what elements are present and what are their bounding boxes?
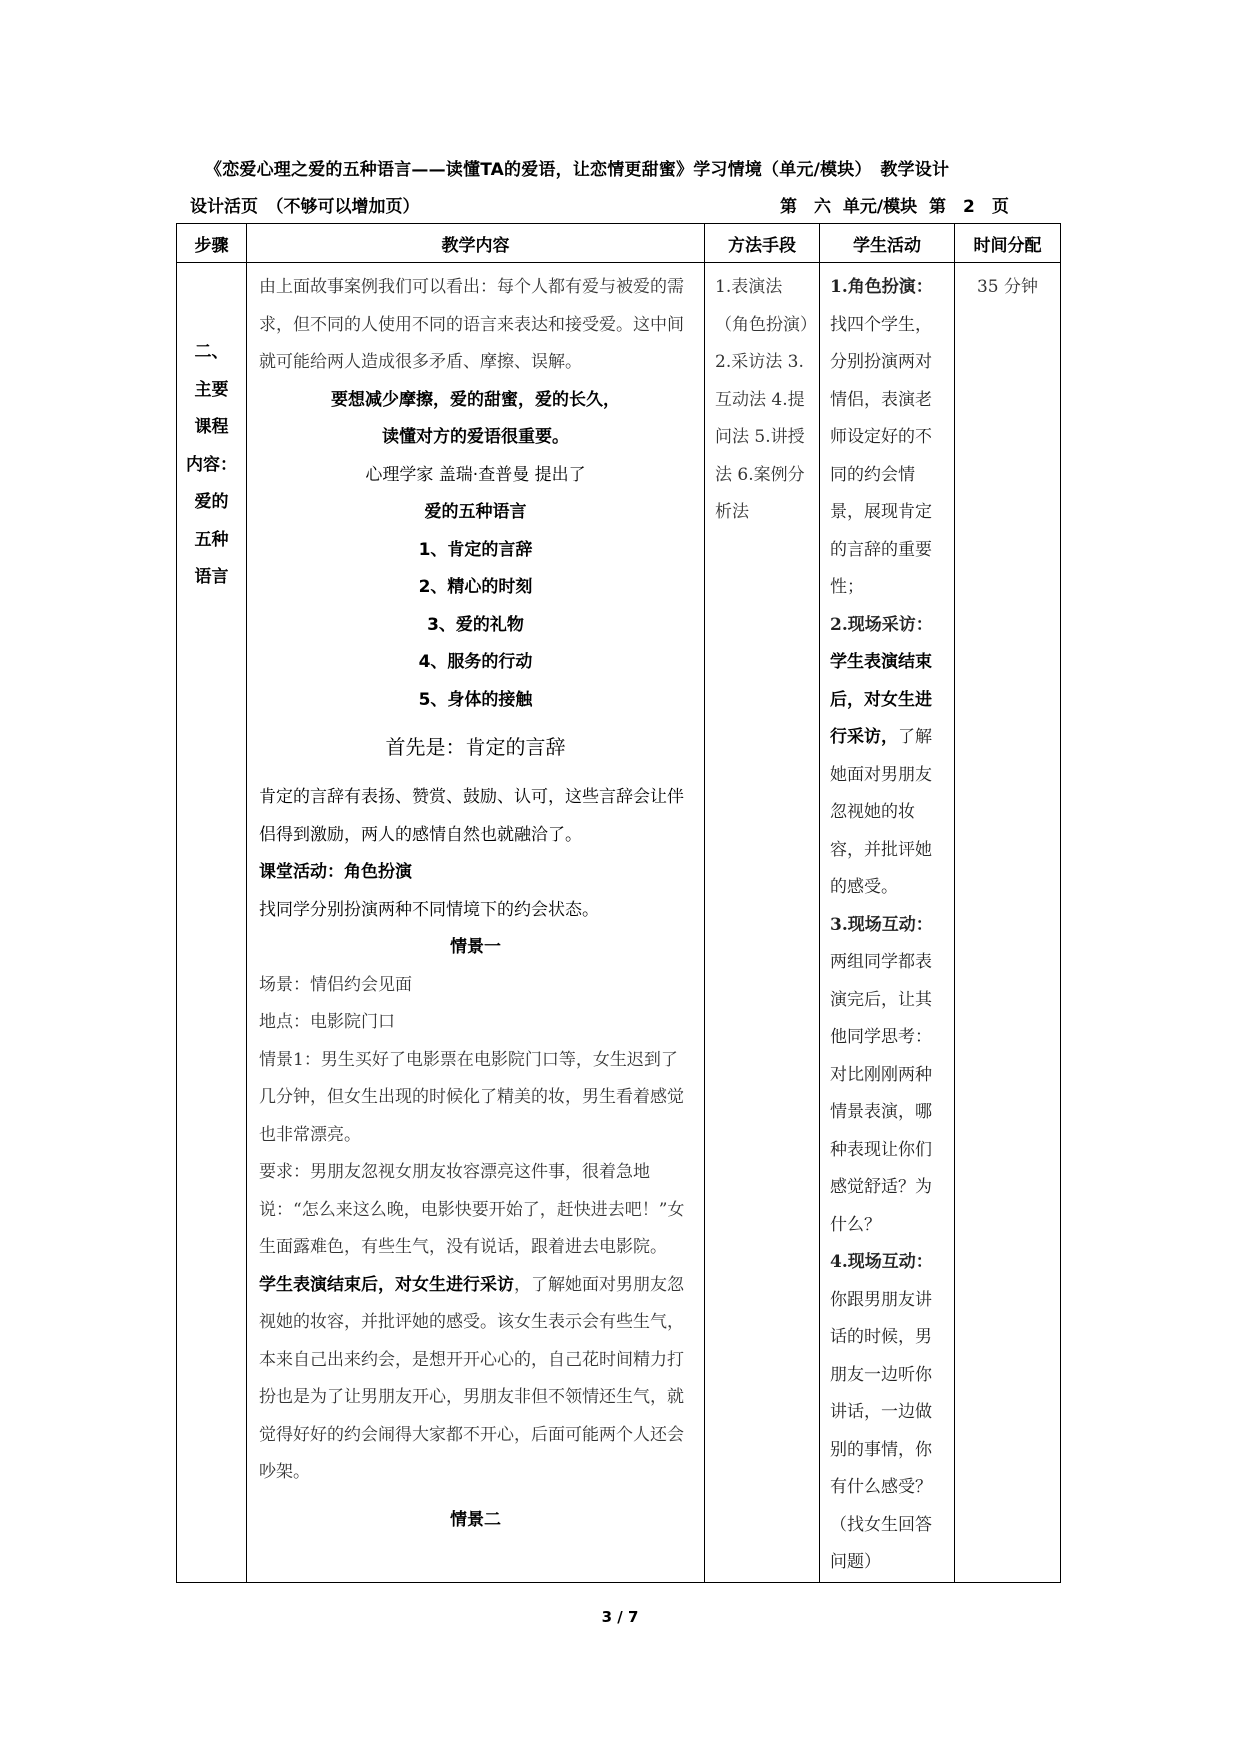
table-row bbox=[177, 263, 1061, 1583]
step-label-line: 课程 bbox=[194, 417, 229, 437]
document-title: 《恋爱心理之爱的五种语言——读懂TA的爱语，让恋情更甜蜜》学习情境（单元/模块） 教学设计 bbox=[205, 160, 950, 180]
column-header-activities: 学生活动 bbox=[820, 224, 955, 263]
subtitle-left: 设计活页 （不够可以增加页） bbox=[190, 197, 420, 217]
methods-cell: 1.表演法（角色扮演）2.采访法 3.互动法 4.提问法 5.讲授法 6.案例分析法 bbox=[705, 263, 820, 1583]
lesson-table bbox=[176, 223, 1061, 1583]
activity-instruction: 找同学分别扮演两种不同情境下的约会状态。 bbox=[259, 899, 599, 920]
activity-title: 2.现场采访： bbox=[830, 614, 933, 635]
interview-bold: 学生表演结束后，对女生进行采访 bbox=[259, 1274, 514, 1295]
activities-cell bbox=[820, 263, 955, 1583]
interview-text: ，了解她面对男朋友忽视她的妆容，并批评她的感受。该女生表示会有些生气，本来自己出来约会，是想开开心心的，自己花时间精力打扮也是为了让男朋友开心，男朋友非但不领情还生气，就觉得好好的约会闹得大家都不开心，后面可能两个人还会吵架。 bbox=[259, 1274, 684, 1482]
column-header-time: 时间分配 bbox=[955, 224, 1061, 263]
page-indicator: 第 六 单元/模块 第 2 页 bbox=[780, 197, 1009, 217]
language-item: 3、爱的礼物 bbox=[427, 614, 524, 635]
time-cell: 35 分钟 bbox=[955, 263, 1061, 1583]
scene-location: 地点：电影院门口 bbox=[259, 1012, 395, 1032]
step-cell bbox=[177, 263, 247, 1583]
step-label-line: 五种 bbox=[194, 529, 229, 550]
language-item: 4、服务的行动 bbox=[418, 652, 533, 672]
activity-bold-text: 学生表演结束后，对女生进行采访， bbox=[830, 652, 932, 747]
interview-paragraph bbox=[259, 1267, 692, 1492]
step-label-line: 语言 bbox=[194, 567, 229, 587]
scenario-description: 情景1：男生买好了电影票在电影院门口等，女生迟到了几分钟，但女生出现的时候化了精美的妆，男生看着感觉也非常漂亮。 bbox=[259, 1049, 684, 1145]
activity-title: 1.角色扮演： bbox=[830, 277, 933, 297]
scenario-requirement: 要求：男朋友忽视女朋友妆容漂亮这件事，很着急地说：“怎么来这么晚，电影快要开始了，赶快进去吧！”女生面露难色，有些生气，没有说话，跟着进去电影院。 bbox=[259, 1162, 685, 1257]
scene-title: 情景二 bbox=[450, 1509, 501, 1530]
activity-text: 你跟男朋友讲话的时候，男朋友一边听你讲话，一边做别的事情，你有什么感受？（找女生回答问题） bbox=[830, 1289, 932, 1572]
step-label-line: 二、 bbox=[194, 342, 229, 362]
language-item: 2、精心的时刻 bbox=[418, 577, 533, 597]
scene-title: 情景一 bbox=[450, 937, 501, 957]
step-label-line: 主要 bbox=[194, 379, 229, 400]
step-label-line: 爱的 bbox=[194, 492, 229, 512]
activity-text: 两组同学都表演完后，让其他同学思考：对比刚刚两种情景表演，哪种表现让你们感觉舒适？为什么？ bbox=[830, 952, 932, 1235]
language-item: 1、肯定的言辞 bbox=[418, 539, 533, 560]
content-cell bbox=[247, 263, 705, 1583]
activity-text bbox=[830, 644, 944, 907]
table-header-row bbox=[177, 224, 1061, 263]
page-number: 3 / 7 bbox=[601, 1608, 639, 1626]
activity-title: 4.现场互动： bbox=[830, 1252, 933, 1272]
emphasis-line: 要想减少摩擦，爱的甜蜜，爱的长久， bbox=[331, 389, 620, 410]
class-activity-label: 课堂活动：角色扮演 bbox=[259, 862, 412, 882]
column-header-methods: 方法手段 bbox=[705, 224, 820, 263]
scene-setting: 场景：情侣约会见面 bbox=[259, 974, 412, 995]
activity-text: 找四个学生，分别扮演两对情侣，表演老师设定好的不同的约会情景，展现肯定的言辞的重要性； bbox=[830, 314, 932, 597]
column-header-content: 教学内容 bbox=[247, 224, 705, 263]
intro-paragraph: 由上面故事案例我们可以看出：每个人都有爱与被爱的需求，但不同的人使用不同的语言来表达和接受爱。这中间就可能给两人造成很多矛盾、摩擦、误解。 bbox=[259, 277, 684, 372]
section-heading: 首先是：肯定的言辞 bbox=[385, 735, 566, 759]
five-languages-title: 爱的五种语言 bbox=[424, 502, 527, 522]
activity-title: 3.现场互动： bbox=[830, 914, 933, 935]
psychologist-line: 心理学家 盖瑞·查普曼 提出了 bbox=[365, 464, 586, 485]
step-label-line: 内容： bbox=[186, 454, 237, 475]
language-item: 5、身体的接触 bbox=[418, 689, 533, 710]
activity-plain-text: 了解她面对男朋友忽视她的妆容，并批评她的感受。 bbox=[830, 727, 932, 897]
emphasis-line: 读懂对方的爱语很重要。 bbox=[382, 427, 569, 447]
column-header-step: 步骤 bbox=[177, 224, 247, 263]
affirmation-paragraph: 肯定的言辞有表扬、赞赏、鼓励、认可，这些言辞会让伴侣得到激励，两人的感情自然也就融洽了。 bbox=[259, 787, 684, 845]
